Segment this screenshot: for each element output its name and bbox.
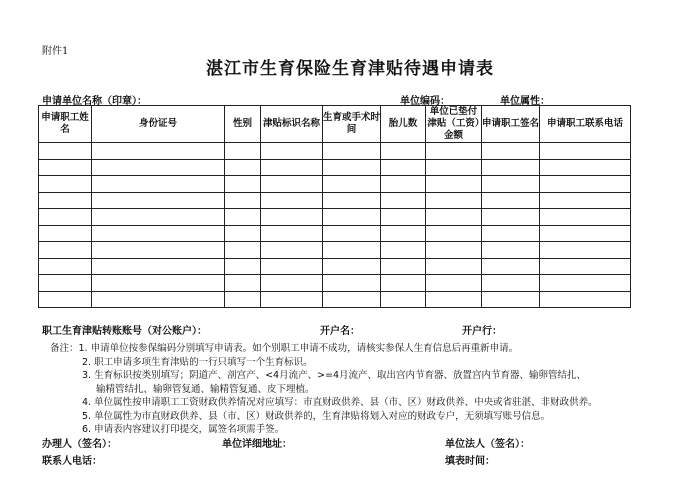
table-cell[interactable] (482, 192, 540, 209)
attachment-label: 附件1 (42, 46, 69, 57)
table-cell[interactable] (39, 209, 92, 226)
table-cell[interactable] (540, 242, 631, 259)
account-label: 职工生育津贴转账账号（对公账户）： (42, 326, 207, 337)
table-cell[interactable] (261, 192, 323, 209)
table-cell[interactable] (92, 192, 225, 209)
table-cell[interactable] (426, 225, 482, 242)
table-cell[interactable] (39, 143, 92, 160)
table-cell[interactable] (426, 209, 482, 226)
table-cell[interactable] (482, 291, 540, 308)
note-item: 2. 职工申请多项生育津贴的一行只填写一个生育标识。 (82, 356, 313, 368)
table-cell[interactable] (323, 225, 381, 242)
table-cell[interactable] (426, 275, 482, 292)
table-cell[interactable] (482, 159, 540, 176)
table-cell[interactable] (540, 209, 631, 226)
table-row (39, 258, 631, 275)
table-cell[interactable] (261, 258, 323, 275)
table-cell[interactable] (92, 242, 225, 259)
table-cell[interactable] (482, 258, 540, 275)
header-advance-amount: 单位已垫付津贴（工资）金额 (427, 106, 480, 141)
table-cell[interactable] (92, 275, 225, 292)
header-name: 申请职工姓名 (39, 106, 92, 143)
table-cell[interactable] (381, 143, 426, 160)
table-cell[interactable] (381, 242, 426, 259)
table-cell[interactable] (482, 209, 540, 226)
table-cell[interactable] (225, 258, 261, 275)
table-row (39, 242, 631, 259)
table-cell[interactable] (381, 209, 426, 226)
table-cell[interactable] (482, 143, 540, 160)
table-cell[interactable] (261, 242, 323, 259)
table-cell[interactable] (39, 275, 92, 292)
table-cell[interactable] (426, 242, 482, 259)
table-cell[interactable] (426, 192, 482, 209)
note-item: 3. 生育标识按类别填写；阴道产、剖宫产、<4月流产、>=4月流产、取出宫内节育器、放置宫内节育器、输卵管结扎、 (82, 370, 587, 381)
table-cell[interactable] (540, 225, 631, 242)
table-cell[interactable] (540, 192, 631, 209)
table-cell[interactable] (225, 291, 261, 308)
table-row (39, 291, 631, 308)
table-cell[interactable] (261, 159, 323, 176)
table-cell[interactable] (426, 291, 482, 308)
table-cell[interactable] (540, 291, 631, 308)
table-cell[interactable] (482, 225, 540, 242)
header-gender: 性别 (225, 106, 261, 143)
table-cell[interactable] (482, 242, 540, 259)
table-cell[interactable] (540, 275, 631, 292)
legal-rep-signature-label: 单位法人（签名）： (445, 439, 530, 450)
table-row (39, 176, 631, 193)
header-fetus-count: 胎儿数 (381, 106, 426, 143)
table-cell[interactable] (225, 192, 261, 209)
table-header-row (39, 106, 631, 143)
note-item: 4. 单位属性按申请职工工资财政供养情况对应填写：市直财政供养、县（市、区）财政供养、中央或省驻湛、非财政供养。 (82, 397, 598, 408)
table-cell[interactable] (225, 225, 261, 242)
table-cell[interactable] (323, 159, 381, 176)
table-cell[interactable] (426, 258, 482, 275)
table-cell[interactable] (381, 176, 426, 193)
table-cell[interactable] (426, 159, 482, 176)
table-cell[interactable] (261, 209, 323, 226)
table-cell[interactable] (39, 291, 92, 308)
table-cell[interactable] (381, 275, 426, 292)
table-cell[interactable] (92, 258, 225, 275)
unit-attr-label: 单位属性： (500, 96, 550, 107)
table-row (39, 159, 631, 176)
note-item: 1. 申请单位按参保编码分别填写申请表。如个别职工申请不成功，请核实参保人生育信息后再重新申请。 (78, 343, 519, 354)
table-cell[interactable] (39, 159, 92, 176)
table-cell[interactable] (381, 192, 426, 209)
contact-phone-label: 联系人电话： (42, 456, 102, 467)
account-bank-label: 开户行： (462, 326, 502, 337)
table-cell[interactable] (39, 242, 92, 259)
table-cell[interactable] (225, 242, 261, 259)
table-cell[interactable] (225, 159, 261, 176)
notes-prefix: 备注： (50, 343, 79, 354)
fill-date-label: 填表时间： (445, 456, 495, 467)
table-cell[interactable] (39, 258, 92, 275)
header-allowance-type: 津贴标识名称 (261, 106, 323, 143)
table-cell[interactable] (92, 291, 225, 308)
table-cell[interactable] (261, 275, 323, 292)
account-holder-label: 开户名： (320, 326, 360, 337)
table-cell[interactable] (323, 209, 381, 226)
table-cell[interactable] (540, 159, 631, 176)
table-cell[interactable] (381, 159, 426, 176)
table-cell[interactable] (92, 176, 225, 193)
table-cell[interactable] (261, 291, 323, 308)
table-cell[interactable] (225, 176, 261, 193)
application-table (38, 105, 631, 308)
table-row (39, 143, 631, 160)
table-cell[interactable] (323, 242, 381, 259)
table-cell[interactable] (92, 159, 225, 176)
unit-code-label: 单位编码： (400, 96, 450, 107)
table-cell[interactable] (92, 225, 225, 242)
table-cell[interactable] (482, 176, 540, 193)
note-item: 5. 单位属性为市直财政供养、县（市、区）财政供养的，生育津贴将划入对应的财政专户，无须填写账号信息。 (82, 410, 551, 422)
table-cell[interactable] (482, 275, 540, 292)
note-item: 输精管结扎、输卵管复通、输精管复通、皮下埋植。 (96, 383, 315, 395)
table-cell[interactable] (92, 209, 225, 226)
table-cell[interactable] (261, 176, 323, 193)
table-cell[interactable] (323, 176, 381, 193)
table-cell[interactable] (381, 225, 426, 242)
table-cell[interactable] (540, 176, 631, 193)
notes-section (50, 342, 598, 437)
table-cell[interactable] (261, 143, 323, 160)
table-cell[interactable] (540, 258, 631, 275)
header-phone: 申请职工联系电话 (540, 106, 631, 143)
header-id-number: 身份证号 (92, 106, 225, 143)
table-cell[interactable] (323, 258, 381, 275)
table-cell[interactable] (39, 176, 92, 193)
note-item: 6. 申请表内容建议打印提交，属签名项需手签。 (82, 424, 285, 435)
handler-signature-label: 办理人（签名）： (42, 439, 117, 450)
table-row (39, 225, 631, 242)
header-birth-date: 生育或手术时间 (323, 106, 381, 143)
form-title: 湛江市生育保险生育津贴待遇申请表 (206, 59, 494, 79)
table-cell[interactable] (323, 192, 381, 209)
unit-address-label: 单位详细地址： (222, 439, 292, 450)
unit-name-label: 申请单位名称（印章）： (42, 96, 147, 107)
table-row (39, 192, 631, 209)
table-row (39, 275, 631, 292)
table-cell[interactable] (540, 143, 631, 160)
table-cell[interactable] (323, 291, 381, 308)
table-cell[interactable] (39, 192, 92, 209)
table-cell[interactable] (381, 291, 426, 308)
table-cell[interactable] (323, 143, 381, 160)
table-cell[interactable] (261, 225, 323, 242)
table-row (39, 209, 631, 226)
table-cell[interactable] (381, 258, 426, 275)
table-cell[interactable] (426, 176, 482, 193)
table-cell[interactable] (426, 143, 482, 160)
table-cell[interactable] (225, 143, 261, 160)
table-cell[interactable] (39, 225, 92, 242)
table-cell[interactable] (323, 275, 381, 292)
table-cell[interactable] (225, 209, 261, 226)
table-cell[interactable] (92, 143, 225, 160)
header-signature: 申请职工签名 (482, 106, 540, 143)
table-cell[interactable] (225, 275, 261, 292)
